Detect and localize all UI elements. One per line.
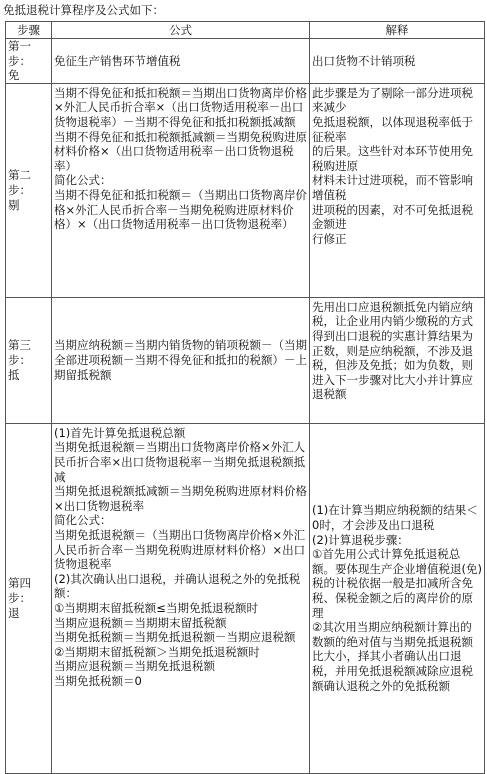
document-heading: 免抵退税计算程序及公式如下： — [3, 3, 164, 17]
formula-text: ①当期期末留抵税额≤当期免抵退税额时 — [54, 600, 258, 615]
formula-text: 当期免抵税额＝0 — [54, 673, 142, 688]
formula-text: (2)其次确认出口退税，并确认退税之外的免抵税额： — [54, 571, 301, 601]
table-row — [6, 423, 485, 773]
step-keyword: 剔 — [8, 197, 20, 212]
formula-text: 当期应退税额＝当期期末留抵税额 — [54, 615, 227, 630]
explanation-text: 出口货物不计销项税 — [312, 53, 416, 68]
formula-text: 当期应纳税额＝当期内销货物的销项税额－（当期全部进项税额－当期不得免征和抵扣的税额）－上期留抵税额 — [54, 338, 307, 382]
explanation-cell — [310, 423, 485, 773]
formula-cell — [52, 423, 310, 773]
formula-text: 简化公式： — [54, 173, 112, 188]
explanation-text: (2)计算退税步骤： — [312, 532, 409, 547]
formula-text: (1)首先计算免抵退税总额 — [54, 425, 186, 440]
explanation-text: 材料未计过进项税，而不管影响增值税 — [312, 173, 473, 202]
formula-text: 当期不得免征和抵扣税额＝（当期出口货物离岸价格×外汇人民币折合率－当期免税购进原材料价格）×（出口货物适用税率－出口货物退税率） — [54, 187, 307, 232]
table-header-row — [6, 22, 485, 39]
table-row — [6, 297, 485, 423]
step-keyword: 退 — [8, 605, 20, 620]
explanation-cell — [310, 83, 485, 297]
explanation-text: ②其次用当期应纳税额计算出的数额的绝对值与当期免抵退税额比大小，择其小者确认出口退税，并用免抵退税额减除应退税额确认退税之外的免抵税额 — [312, 620, 473, 693]
step-cell — [6, 423, 52, 773]
formula-text: 当期不得免征和抵扣税额抵减额＝当期免税购进原材料价格×（出口货物适用税率－出口货物退税率） — [54, 129, 307, 173]
step-label: 第三步： — [8, 338, 31, 367]
formula-cell — [52, 297, 310, 423]
column-header-formula: 公式 — [52, 22, 310, 39]
formula-text: 简化公式： — [54, 513, 112, 528]
explanation-text: 进项税的因素，对不可免抵退税金额进 — [312, 202, 473, 232]
explanation-text: 行修正 — [312, 231, 347, 246]
column-header-step: 步骤 — [6, 22, 52, 39]
step-keyword: 抵 — [8, 367, 20, 382]
formula-text: 当期不得免征和抵扣税额＝当期出口货物离岸价格×外汇人民币折合率×（出口货物适用税率－出口货物退税率）－当期不得免征和抵扣税额抵减额 — [54, 85, 307, 129]
tax-table — [5, 21, 485, 774]
column-header-explanation: 解释 — [310, 22, 485, 39]
explanation-text: 先用出口应退税额抵免内销应纳税，让企业用内销少缴税的方式得到出口退税的实惠计算结果为正数，则是应纳税额，不涉及退税，但涉及免抵；如为负数，则进入下一步骤对比大小并计算应退税额 — [312, 299, 473, 402]
step-label: 第一步： — [8, 39, 31, 68]
formula-cell — [52, 39, 310, 84]
formula-text: 当期免抵退税额＝当期出口货物离岸价格×外汇人民币折合率×出口货物退税率－当期免抵退税额抵减 — [54, 440, 306, 484]
step-cell — [6, 297, 52, 423]
formula-text: 当期免抵退税额＝（当期出口货物离岸价格×外汇人民币折合率－当期免税购进原材料价格）×出口货物退税率 — [54, 527, 306, 572]
table-row — [6, 39, 485, 84]
step-label: 第四步： — [8, 576, 31, 605]
step-cell — [6, 83, 52, 297]
step-keyword: 免 — [8, 68, 20, 83]
formula-text: 免征生产销售环节增值税 — [54, 53, 181, 68]
formula-text: 当期应退税额＝当期免抵退税额 — [54, 659, 215, 674]
explanation-cell — [310, 297, 485, 423]
explanation-text: 免抵退税额，以体现退税率低于征税率 — [312, 114, 473, 144]
formula-text: 当期免抵退税额抵减额＝当期免税购进原材料价格×出口货物退税率 — [54, 484, 307, 513]
explanation-text: ①首先用公式计算免抵退税总额。要体现生产企业增值税退(免)税的计税依据一般是扣减所含免税、保税金额之后的离岸价的原理 — [312, 547, 482, 620]
explanation-text: (1)在计算当期应纳税额的结果＜0时，才会涉及出口退税 — [312, 503, 478, 533]
explanation-text: 此步骤是为了剔除一部分进项税来减少 — [312, 85, 473, 115]
step-label: 第二步： — [8, 168, 31, 197]
step-cell — [6, 39, 52, 84]
formula-text: ②当期期末留抵税额＞当期免抵退税额时 — [54, 644, 260, 659]
explanation-cell — [310, 39, 485, 84]
formula-text: 当期免抵税额＝当期免抵退税额－当期应退税额 — [54, 630, 296, 645]
formula-cell — [52, 83, 310, 297]
table-row — [6, 83, 485, 297]
explanation-text: 的后果。这些针对本环节使用免税购进原 — [312, 144, 473, 173]
